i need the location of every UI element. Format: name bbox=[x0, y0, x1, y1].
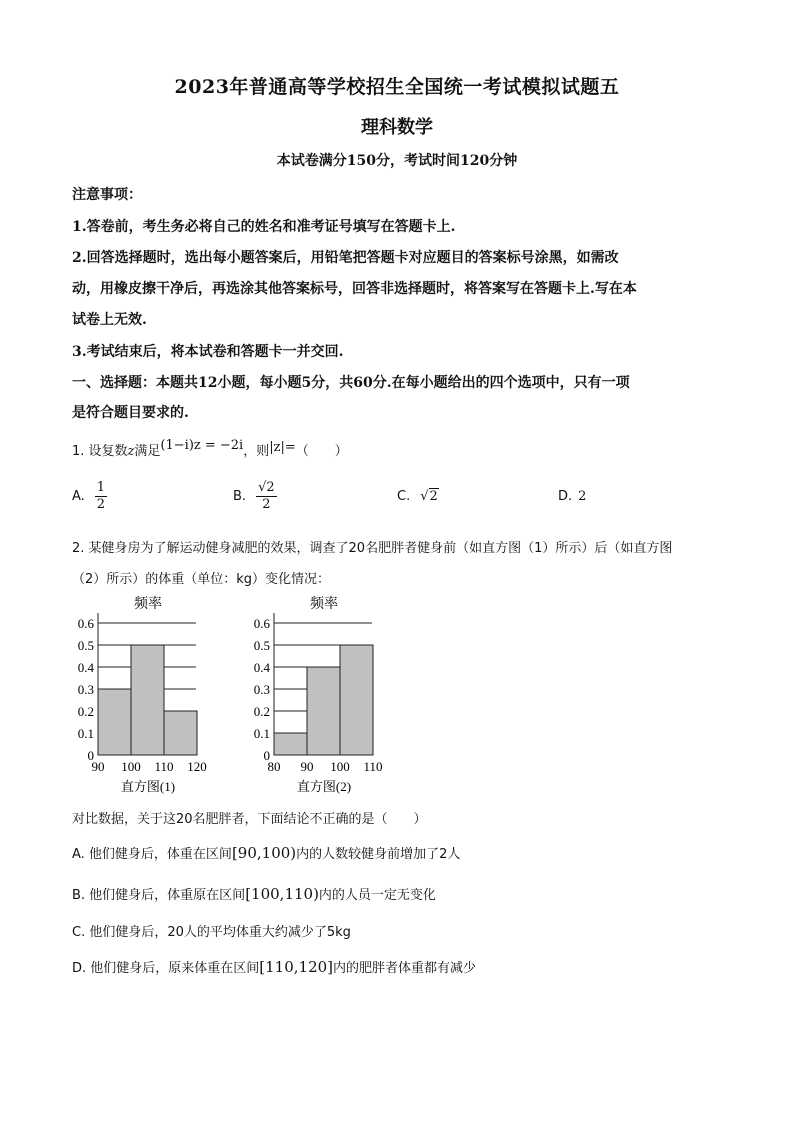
q2-option-d-interval: [110,120] bbox=[259, 958, 334, 976]
y-tick-label: 0 bbox=[263, 748, 270, 763]
histogram-1 bbox=[78, 596, 207, 794]
x-tick-label: 90 bbox=[91, 759, 105, 774]
y-tick-label: 0.2 bbox=[253, 704, 270, 719]
note-3: 3.考试结束后，将本试卷和答题卡一并交回. bbox=[72, 344, 344, 360]
q1-option-a-fraction bbox=[95, 480, 107, 513]
q2-option-c: C. 他们健身后，20人的平均体重大约减少了5kg bbox=[72, 925, 351, 940]
y-axis-label: 频率 bbox=[310, 597, 338, 612]
section-heading-line-2: 是符合题目要求的. bbox=[72, 405, 189, 421]
exam-info: 本试卷满分150分，考试时间120分钟 bbox=[276, 153, 518, 169]
q1-option-a-den: 2 bbox=[96, 497, 106, 512]
y-tick-label: 0.2 bbox=[77, 704, 94, 719]
q1-var: z bbox=[127, 444, 135, 459]
histogram-2 bbox=[254, 596, 383, 794]
q1-option-c bbox=[397, 489, 439, 504]
question-1-stem bbox=[72, 440, 348, 459]
question-2-prompt: 对比数据，关于这20名肥胖者，下面结论不正确的是（ ） bbox=[72, 812, 427, 827]
q2-option-b bbox=[72, 884, 436, 903]
q2-option-a-interval: [90,100) bbox=[231, 844, 297, 862]
y-tick-label: 0.5 bbox=[77, 638, 94, 653]
x-tick-label: 110 bbox=[363, 759, 383, 774]
question-2-line-2: （2）所示）的体重（单位：kg）变化情况： bbox=[72, 572, 331, 587]
q2-option-a-text-2: 内的人数较健身前增加了2人 bbox=[296, 847, 461, 862]
q1-text-3: ，则 bbox=[243, 444, 270, 459]
q1-text-4: （ ） bbox=[295, 444, 348, 459]
histogram-bar bbox=[307, 667, 340, 755]
q1-equation: (1−i)z = −2i bbox=[160, 438, 244, 453]
y-tick-label: 0.5 bbox=[253, 638, 270, 653]
y-tick-label: 0.4 bbox=[253, 660, 270, 675]
note-2-line-2: 动，用橡皮擦干净后，再选涂其他答案标号，回答非选择题时，将答案写在答题卡上.写在本 bbox=[72, 281, 637, 297]
q1-option-a-label: A. bbox=[72, 489, 85, 504]
q1-option-d-label: D. bbox=[558, 489, 573, 504]
question-2-line-1: 2. 某健身房为了解运动健身减肥的效果，调查了20名肥胖者健身前（如直方图（1）所示）后（如直方图 bbox=[72, 541, 673, 556]
q1-option-a bbox=[72, 480, 107, 513]
y-tick-label: 0 bbox=[87, 748, 94, 763]
histogram-bar bbox=[131, 645, 164, 755]
note-2-line-3: 试卷上无效. bbox=[72, 312, 147, 328]
x-tick-label: 90 bbox=[300, 759, 314, 774]
x-tick-label: 110 bbox=[154, 759, 174, 774]
y-axis-label: 频率 bbox=[134, 597, 162, 612]
q1-option-b-fraction bbox=[256, 480, 277, 513]
q1-option-b bbox=[233, 480, 277, 513]
q1-abs: |z|= bbox=[269, 440, 296, 455]
section-heading-line-1: 一、选择题：本题共12小题，每小题5分，共60分.在每小题给出的四个选项中，只有一项 bbox=[72, 375, 630, 391]
x-tick-label: 120 bbox=[187, 759, 207, 774]
histogram-bar bbox=[340, 645, 373, 755]
x-tick-label: 100 bbox=[121, 759, 141, 774]
q1-option-a-num: 1 bbox=[96, 480, 106, 495]
subject-title: 理科数学 bbox=[361, 117, 433, 138]
q1-option-b-label: B. bbox=[233, 489, 247, 504]
q1-option-c-label: C. bbox=[397, 489, 411, 504]
q1-option-b-den: 2 bbox=[262, 497, 271, 512]
notes-heading: 注意事项： bbox=[72, 187, 142, 203]
q2-option-d-text-1: D. 他们健身后，原来体重在区间 bbox=[72, 961, 260, 976]
chart-title: 直方图(1) bbox=[120, 779, 176, 794]
q1-text-2: 满足 bbox=[134, 444, 161, 459]
q2-option-d bbox=[72, 957, 476, 976]
q2-option-a bbox=[72, 843, 460, 862]
histogram-figures bbox=[60, 590, 400, 800]
note-2-line-1: 2.回答选择题时，选出每小题答案后，用铅笔把答题卡对应题目的答案标号涂黑，如需改 bbox=[72, 250, 619, 266]
q1-option-c-sqrt: √2 bbox=[420, 489, 438, 504]
chart-title: 直方图(2) bbox=[296, 779, 352, 794]
q2-option-d-text-2: 内的肥胖者体重都有减少 bbox=[333, 961, 477, 976]
x-tick-label: 100 bbox=[330, 759, 350, 774]
y-tick-label: 0.4 bbox=[77, 660, 94, 675]
y-tick-label: 0.1 bbox=[77, 726, 94, 741]
q1-option-c-radicand: 2 bbox=[429, 489, 438, 504]
histogram-bar bbox=[164, 711, 197, 755]
q2-option-b-interval: [100,110) bbox=[245, 885, 319, 903]
q1-option-b-num: √2 bbox=[258, 480, 275, 495]
q2-option-b-text-1: B. 他们健身后，体重原在区间 bbox=[72, 888, 246, 903]
exam-title: 2023年普通高等学校招生全国统一考试模拟试题五 bbox=[174, 76, 620, 98]
histogram-bar bbox=[274, 733, 307, 755]
y-tick-label: 0.6 bbox=[253, 616, 270, 631]
y-tick-label: 0.6 bbox=[77, 616, 94, 631]
note-1: 1.答卷前，考生务必将自己的姓名和准考证号填写在答题卡上. bbox=[72, 219, 456, 235]
q1-text-1: 1. 设复数 bbox=[72, 444, 128, 459]
y-tick-label: 0.3 bbox=[253, 682, 270, 697]
q2-option-b-text-2: 内的人员一定无变化 bbox=[318, 888, 436, 903]
q2-option-a-text-1: A. 他们健身后，体重在区间 bbox=[72, 847, 232, 862]
q1-option-d-value: 2 bbox=[578, 489, 587, 504]
x-tick-label: 80 bbox=[267, 759, 281, 774]
histogram-bar bbox=[98, 689, 131, 755]
q1-option-d bbox=[558, 489, 586, 504]
y-tick-label: 0.3 bbox=[77, 682, 94, 697]
y-tick-label: 0.1 bbox=[253, 726, 270, 741]
